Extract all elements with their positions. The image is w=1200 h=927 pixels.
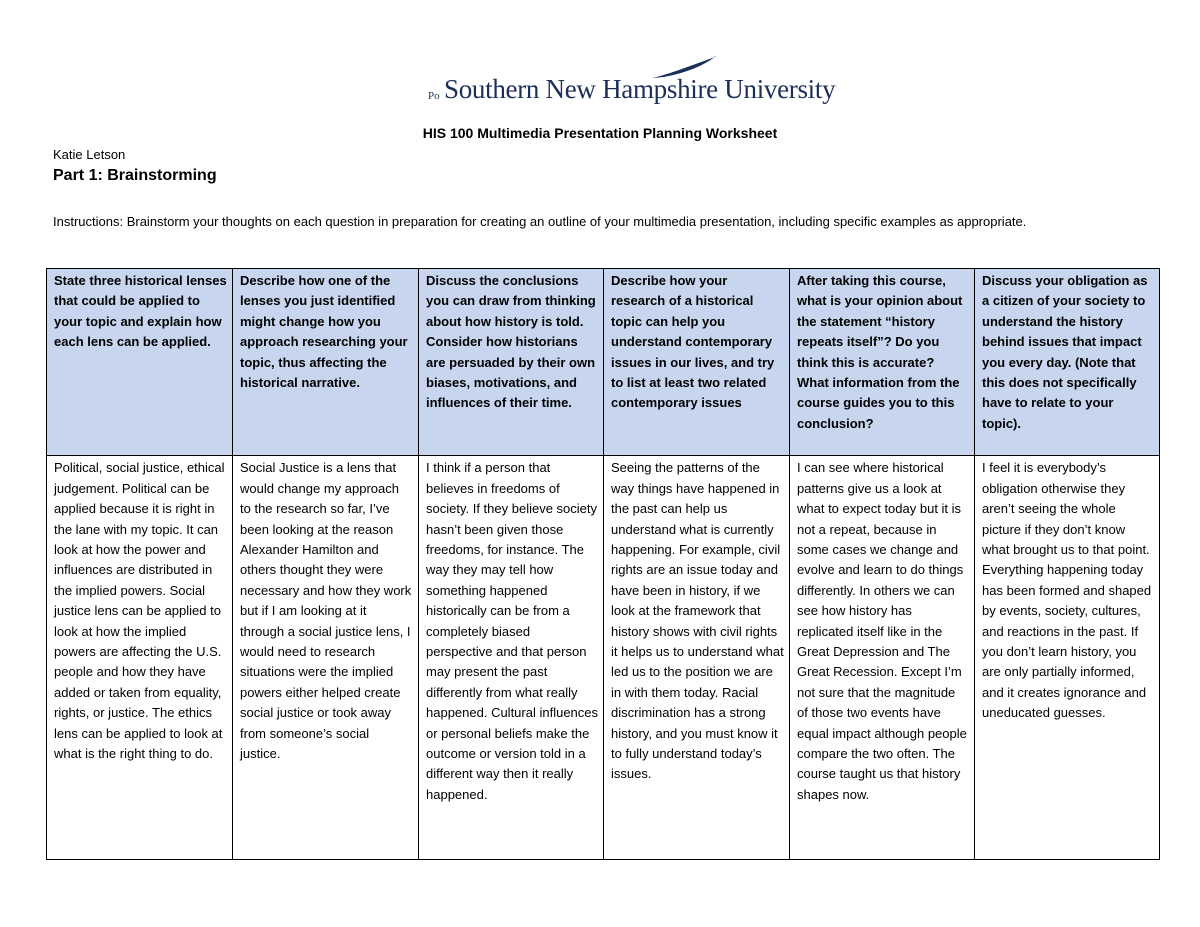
table-row [47,456,1160,860]
table-header-row [47,269,1160,456]
response-cell-opinion[interactable]: I can see where historical patterns give us a look at what to expect today but it is not a repeat, because in some cases we change and evolve and learn to do things differently. In others we can see how history has replicated itself like in the Great Depression and The Great Recession. Except I’m not sure that the magnitude of those two events have equal impact although people compare the two often. The course taught us that history shapes now. [790,456,975,860]
response-cell-conclusions[interactable]: I think if a person that believes in freedoms of society. If they believe society hasn’t been given those freedoms, for instance. The way they may tell how something happened historically can be from a completely biased perspective and that person may present the past differently from what really happened. Cultural influences or personal beliefs make the outcome or version told in a different way then it really happened. [419,456,604,860]
response-cell-obligation[interactable]: I feel it is everybody’s obligation otherwise they aren’t seeing the whole picture if they don’t know what brought us to that point. Everything happening today has been formed and shaped by events, society, cultures, and reactions in the past. If you don’t learn history, you are only partially informed, and it creates ignorance and uneducated guesses. [975,456,1160,860]
logo-text: Southern New Hampshire University [444,74,836,104]
instructions-text: Instructions: Brainstorm your thoughts on each question in preparation for creating an outline of your multimedia presentation, including specific examples as appropriate. [53,214,1027,229]
response-cell-contemporary[interactable]: Seeing the patterns of the way things have happened in the past can help us understand what is currently happening. For example, civil rights are an issue today and have been in history, if we look at the framework that history shows with civil rights it helps us to understand what led us to the position we are in with them today. Racial discrimination has a strong history, and you must know it to fully understand today’s issues. [604,456,790,860]
header-cell-approach: Describe how one of the lenses you just identified might change how you approach researching your topic, thus affecting the historical narrative. [233,269,419,456]
university-logo [428,58,836,108]
header-cell-lenses: State three historical lenses that could be applied to your topic and explain how each lens can be applied. [47,269,233,456]
response-cell-approach[interactable]: Social Justice is a lens that would change my approach to the research so far, I’ve been looking at the reason Alexander Hamilton and others thought they were necessary and how they work but if I am looking at it through a social justice lens, I would need to research situations were the implied powers either helped create social justice or took away from someone’s social justice. [233,456,419,860]
document-title: HIS 100 Multimedia Presentation Planning Worksheet [422,125,778,141]
header-cell-obligation: Discuss your obligation as a citizen of your society to understand the history behind issues that impact you every day. (Note that this does not specifically have to relate to your topic). [975,269,1160,456]
header-cell-opinion: After taking this course, what is your opinion about the statement “history repeats itself”? Do you think this is accurate? What information from the course guides you to this conclusion? [790,269,975,456]
author-name: Katie Letson [53,147,126,162]
header-cell-contemporary: Describe how your research of a historical topic can help you understand contemporary issues in our lives, and try to list at least two related contemporary issues [604,269,790,456]
planning-table [46,268,1160,860]
header-cell-conclusions: Discuss the conclusions you can draw from thinking about how history is told. Consider how historians are persuaded by their own biases, motivations, and influences of their time. [419,269,604,456]
logo-prefix: Po [428,90,440,102]
part-heading: Part 1: Brainstorming [53,167,217,184]
feather-icon [650,54,720,80]
response-cell-lenses[interactable]: Political, social justice, ethical judgement. Political can be applied because it is right in the lane with my topic. It can look at how the power and influences are distributed in the implied powers. Social justice lens can be applied to look at how the implied powers are affecting the U.S. people and how they have added or taken from equality, rights, or justice. The ethics lens can be applied to look at what is the right thing to do. [47,456,233,860]
